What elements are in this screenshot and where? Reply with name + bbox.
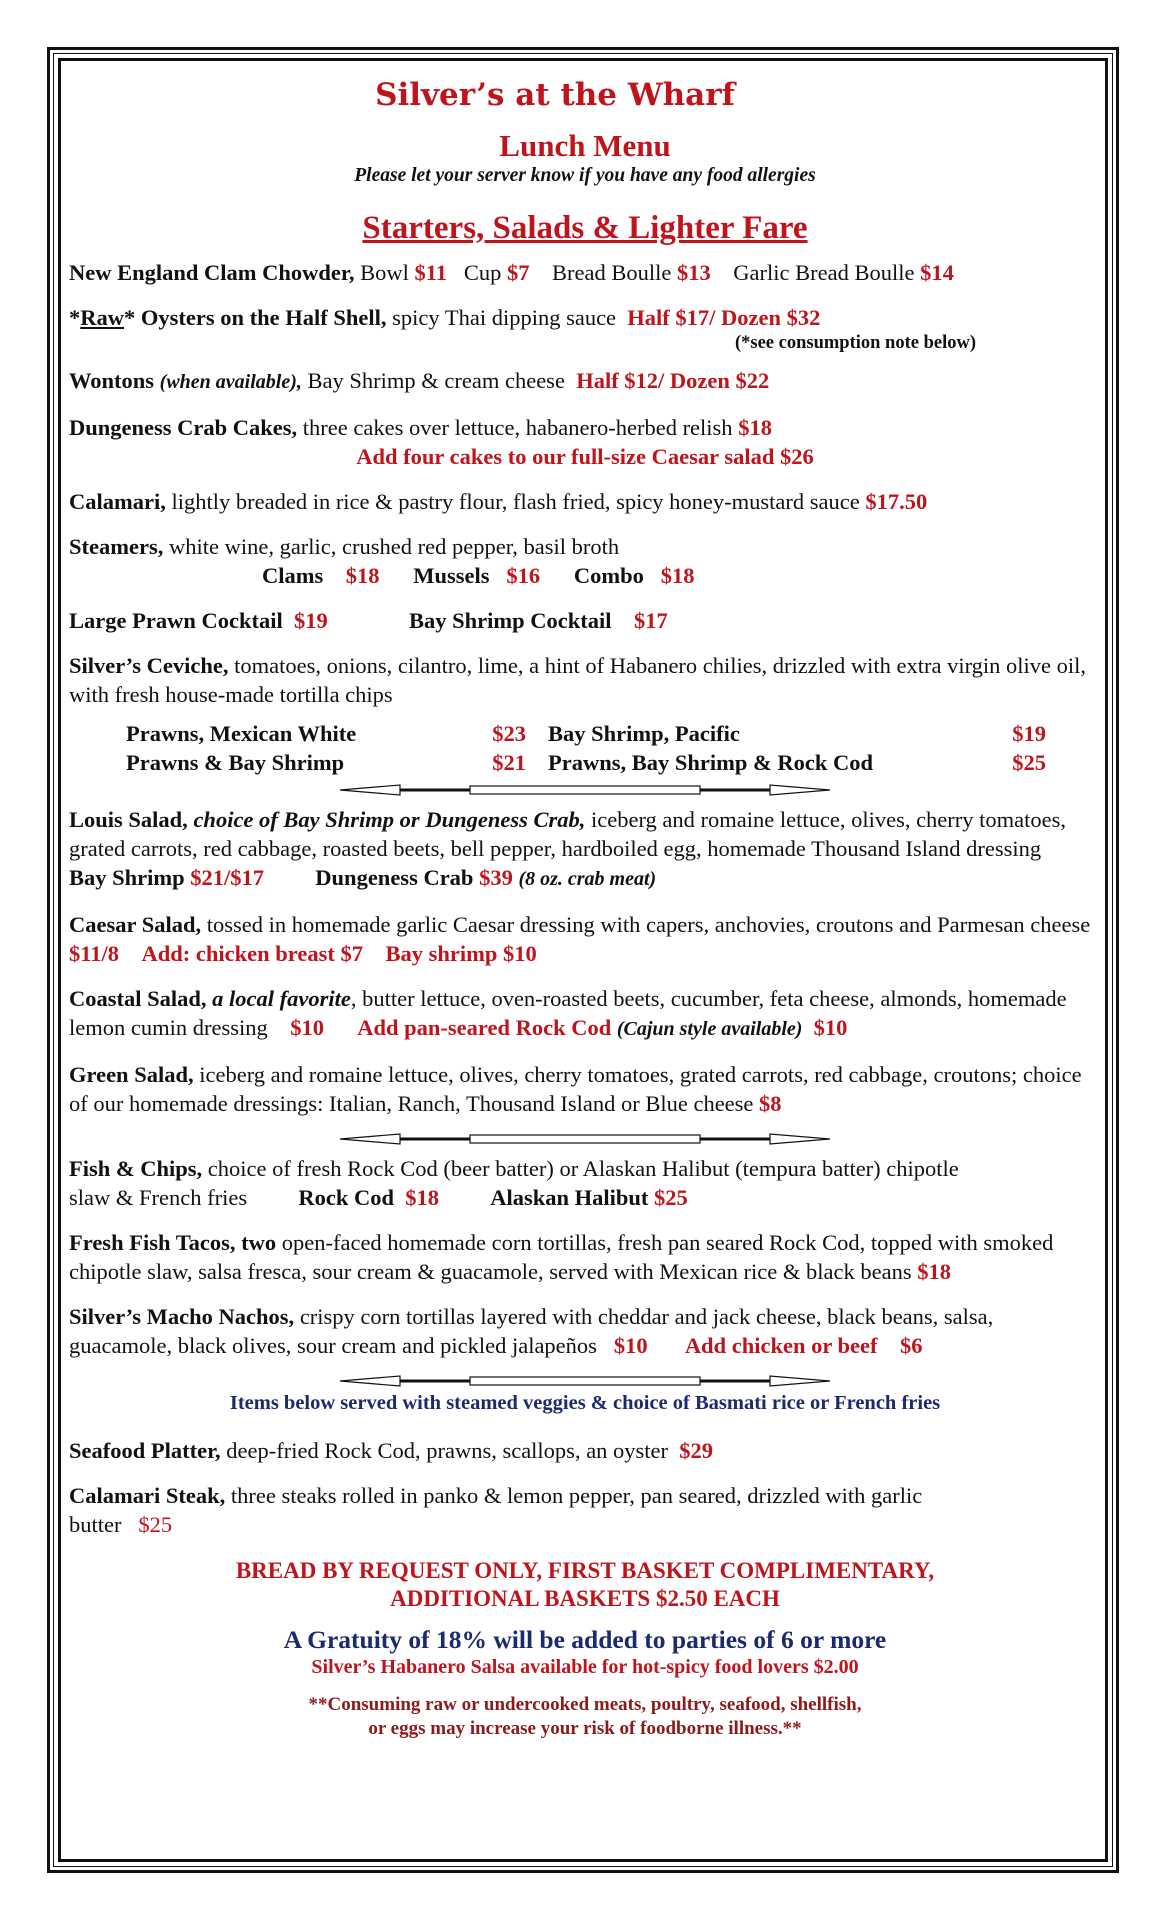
item-price: $25: [138, 1512, 173, 1537]
ceviche-option-price: $19: [1012, 721, 1046, 746]
item-desc: Bay Shrimp & cream cheese: [307, 368, 565, 393]
shrimp-cocktail-label: Bay Shrimp Cocktail: [408, 608, 612, 633]
section-title: Starters, Salads & Lighter Fare: [362, 210, 808, 246]
item-desc: white wine, garlic, crushed red pepper, basil broth: [168, 534, 620, 559]
caesar-addon-chicken: Add: chicken breast $7: [141, 941, 363, 966]
combo-price: $18: [660, 563, 695, 588]
item-price: $11/8: [69, 941, 120, 966]
consumption-warning: [69, 1693, 1101, 1741]
item-caesar-salad: [69, 910, 1101, 968]
coastal-addon: Add pan-seared Rock Cod: [357, 1015, 612, 1040]
item-desc: three steaks rolled in panko & lemon pepper, pan seared, drizzled with garlic butter: [69, 1483, 923, 1537]
item-green-salad: [69, 1060, 1101, 1118]
item-desc: choice of fresh Rock Cod (beer batter) or Alaskan Halibut (tempura batter) chipotle slaw & French fries: [69, 1156, 959, 1210]
raw-prefix: *: [69, 305, 81, 330]
item-name: Silver’s Ceviche,: [69, 653, 229, 678]
caesar-addon-shrimp: Bay shrimp $10: [385, 941, 537, 966]
cup-price: $7: [507, 260, 530, 285]
halibut-price: $25: [654, 1185, 688, 1210]
item-name: Silver’s Macho Nachos,: [69, 1304, 295, 1329]
ceviche-option-label: Prawns, Bay Shrimp & Rock Cod: [548, 750, 874, 775]
item-louis-salad: [69, 805, 1101, 894]
item-price: $17.50: [865, 489, 928, 514]
item-name: New England Clam Chowder,: [69, 260, 355, 285]
item-seafood-platter: [69, 1436, 1101, 1465]
served-with-note: Items below served with steamed veggies & choice of Basmati rice or French fries: [229, 1392, 941, 1414]
ceviche-options: [126, 719, 1101, 777]
nachos-addon: Add chicken or beef: [684, 1333, 878, 1358]
item-desc: open-faced homemade corn tortillas, fresh pan seared Rock Cod, topped with smoked chipotle slaw, salsa fresca, sour cream & guacamole, served with Mexican rice & black beans: [69, 1230, 1054, 1284]
prawn-cocktail-price: $19: [293, 608, 328, 633]
item-desc: iceberg and romaine lettuce, olives, cherry tomatoes, grated carrots, red cabbage, roasted beets, bell pepper, hardboiled egg, homemade Thousand Island dressing: [69, 807, 1067, 861]
item-price: $10: [290, 1015, 324, 1040]
item-crab-cakes: [69, 413, 1101, 442]
restaurant-name: Silver’s at the Wharf: [375, 77, 735, 113]
ceviche-option-label: Prawns & Bay Shrimp: [126, 750, 345, 775]
item-name: Steamers,: [69, 534, 164, 559]
item-price: $29: [679, 1438, 714, 1463]
ceviche-option-label: Prawns, Mexican White: [126, 721, 357, 746]
item-desc: , butter lettuce, oven-roasted beets, cucumber, feta cheese, almonds, homemade lemon cumin dressing: [69, 986, 1067, 1040]
item-name: Fresh Fish Tacos, two: [69, 1230, 277, 1255]
item-price: Half $12/ Dozen $22: [576, 368, 770, 393]
item-cocktails: [69, 606, 1101, 635]
item-name: Coastal Salad,: [69, 986, 207, 1011]
item-oysters: [69, 303, 1101, 332]
clams-price: $18: [345, 563, 380, 588]
menu-title: Lunch Menu: [499, 128, 671, 163]
mussels-price: $16: [506, 563, 541, 588]
item-name: Fish & Chips,: [69, 1156, 203, 1181]
bread-boulle-label: Bread Boulle: [552, 260, 672, 285]
louis-shrimp-price: $21/$17: [190, 865, 265, 890]
shrimp-cocktail-price: $17: [634, 608, 668, 633]
bread-boulle-price: $13: [677, 260, 711, 285]
item-nachos: [69, 1302, 1101, 1360]
item-desc: tossed in homemade garlic Caesar dressing with capers, anchovies, croutons and Parmesan cheese: [206, 912, 1091, 937]
louis-crab-note: (8 oz. crab meat): [518, 868, 657, 890]
combo-label: Combo: [573, 563, 644, 588]
item-price: $10: [613, 1333, 648, 1358]
bowl-price: $11: [414, 260, 447, 285]
coastal-addon-price: $10: [813, 1015, 848, 1040]
consumption-warning-line2: or eggs may increase your risk of foodborne illness.**: [368, 1718, 802, 1739]
garlic-boulle-label: Garlic Bread Boulle: [733, 260, 915, 285]
louis-crab-label: Dungeness Crab: [315, 865, 474, 890]
consumption-warning-line1: **Consuming raw or undercooked meats, poultry, seafood, shellfish,: [308, 1694, 862, 1715]
gratuity-note: A Gratuity of 18% will be added to parties of 6 or more: [283, 1625, 887, 1654]
section-divider: [340, 783, 830, 797]
bowl-label: Bowl: [360, 260, 409, 285]
item-name: Caesar Salad,: [69, 912, 202, 937]
item-desc: tomatoes, onions, cilantro, lime, a hint of Habanero chilies, drizzled with extra virgin olive oil, with fresh house-made tortilla chips: [69, 653, 1087, 707]
item-fish-chips: [69, 1154, 1101, 1212]
coastal-addon-note: (Cajun style available): [616, 1018, 803, 1040]
item-price: Half $17/ Dozen $32: [627, 305, 821, 330]
ceviche-option-price: $23: [492, 721, 526, 746]
item-desc: iceberg and romaine lettuce, olives, cherry tomatoes, grated carrots, red cabbage, croutons; choice of our homemade dressings: Italian, Ranch, Thousand Island or Blue cheese: [69, 1062, 1082, 1116]
item-name: Calamari Steak,: [69, 1483, 226, 1508]
item-name: * Oysters on the Half Shell,: [124, 305, 387, 330]
nachos-addon-price: $6: [900, 1333, 923, 1358]
louis-crab-price: $39: [479, 865, 513, 890]
item-calamari: [69, 487, 1101, 516]
item-desc: spicy Thai dipping sauce: [392, 305, 617, 330]
crab-cakes-addon: Add four cakes to our full-size Caesar salad $26: [356, 444, 814, 469]
section-divider: [340, 1374, 830, 1388]
clams-label: Clams: [262, 563, 324, 588]
cup-label: Cup: [463, 260, 502, 285]
halibut-label: Alaskan Halibut: [490, 1185, 649, 1210]
salsa-note: Silver’s Habanero Salsa available for hot-spicy food lovers $2.00: [311, 1656, 859, 1678]
item-name: Green Salad,: [69, 1062, 194, 1087]
rock-cod-price: $18: [405, 1185, 439, 1210]
bread-notice-line1: BREAD BY REQUEST ONLY, FIRST BASKET COMPLIMENTARY,: [235, 1558, 935, 1583]
item-fish-tacos: [69, 1228, 1101, 1286]
item-coastal-salad: [69, 984, 1101, 1044]
section-divider: [340, 1132, 830, 1146]
item-desc: crispy corn tortillas layered with cheddar and jack cheese, black beans, salsa, guacamole, black olives, sour cream and pickled jalapeños: [69, 1304, 994, 1358]
ceviche-option-label: Bay Shrimp, Pacific: [548, 721, 740, 746]
mussels-label: Mussels: [413, 563, 490, 588]
item-price: $18: [917, 1259, 951, 1284]
item-clam-chowder: [69, 258, 1101, 287]
item-name: Seafood Platter,: [69, 1438, 221, 1463]
ceviche-option-price: $21: [492, 750, 526, 775]
item-calamari-steak: [69, 1481, 1101, 1539]
louis-shrimp-label: Bay Shrimp: [69, 865, 185, 890]
item-ceviche: [69, 651, 1101, 709]
item-price: $8: [759, 1091, 782, 1116]
raw-label: Raw: [80, 305, 124, 330]
availability-note: (when available),: [159, 371, 302, 393]
item-name: Dungeness Crab Cakes,: [69, 415, 298, 440]
item-name: Louis Salad,: [69, 807, 188, 832]
item-desc: deep-fried Rock Cod, prawns, scallops, an oyster: [226, 1438, 669, 1463]
item-choice: choice of Bay Shrimp or Dungeness Crab,: [193, 807, 586, 832]
prawn-cocktail-label: Large Prawn Cocktail: [69, 608, 283, 633]
allergy-note: Please let your server know if you have any food allergies: [354, 165, 816, 186]
item-desc: three cakes over lettuce, habanero-herbed relish: [302, 415, 733, 440]
item-wontons: [69, 366, 1101, 397]
consumption-note-ref: (*see consumption note below): [734, 333, 976, 353]
garlic-boulle-price: $14: [920, 260, 954, 285]
item-tagline: a local favorite: [212, 986, 351, 1011]
item-name: Calamari,: [69, 489, 166, 514]
ceviche-option-price: $25: [1012, 750, 1046, 775]
item-name: Wontons: [69, 368, 155, 393]
rock-cod-label: Rock Cod: [298, 1185, 394, 1210]
item-steamers: [69, 532, 1101, 561]
item-price: $18: [738, 415, 772, 440]
menu-content: [69, 70, 1101, 1741]
bread-notice: [69, 1557, 1101, 1613]
bread-notice-line2: ADDITIONAL BASKETS $2.50 EACH: [390, 1586, 780, 1611]
steamers-options: [69, 561, 1101, 590]
item-desc: lightly breaded in rice & pastry flour, flash fried, spicy honey-mustard sauce: [171, 489, 860, 514]
